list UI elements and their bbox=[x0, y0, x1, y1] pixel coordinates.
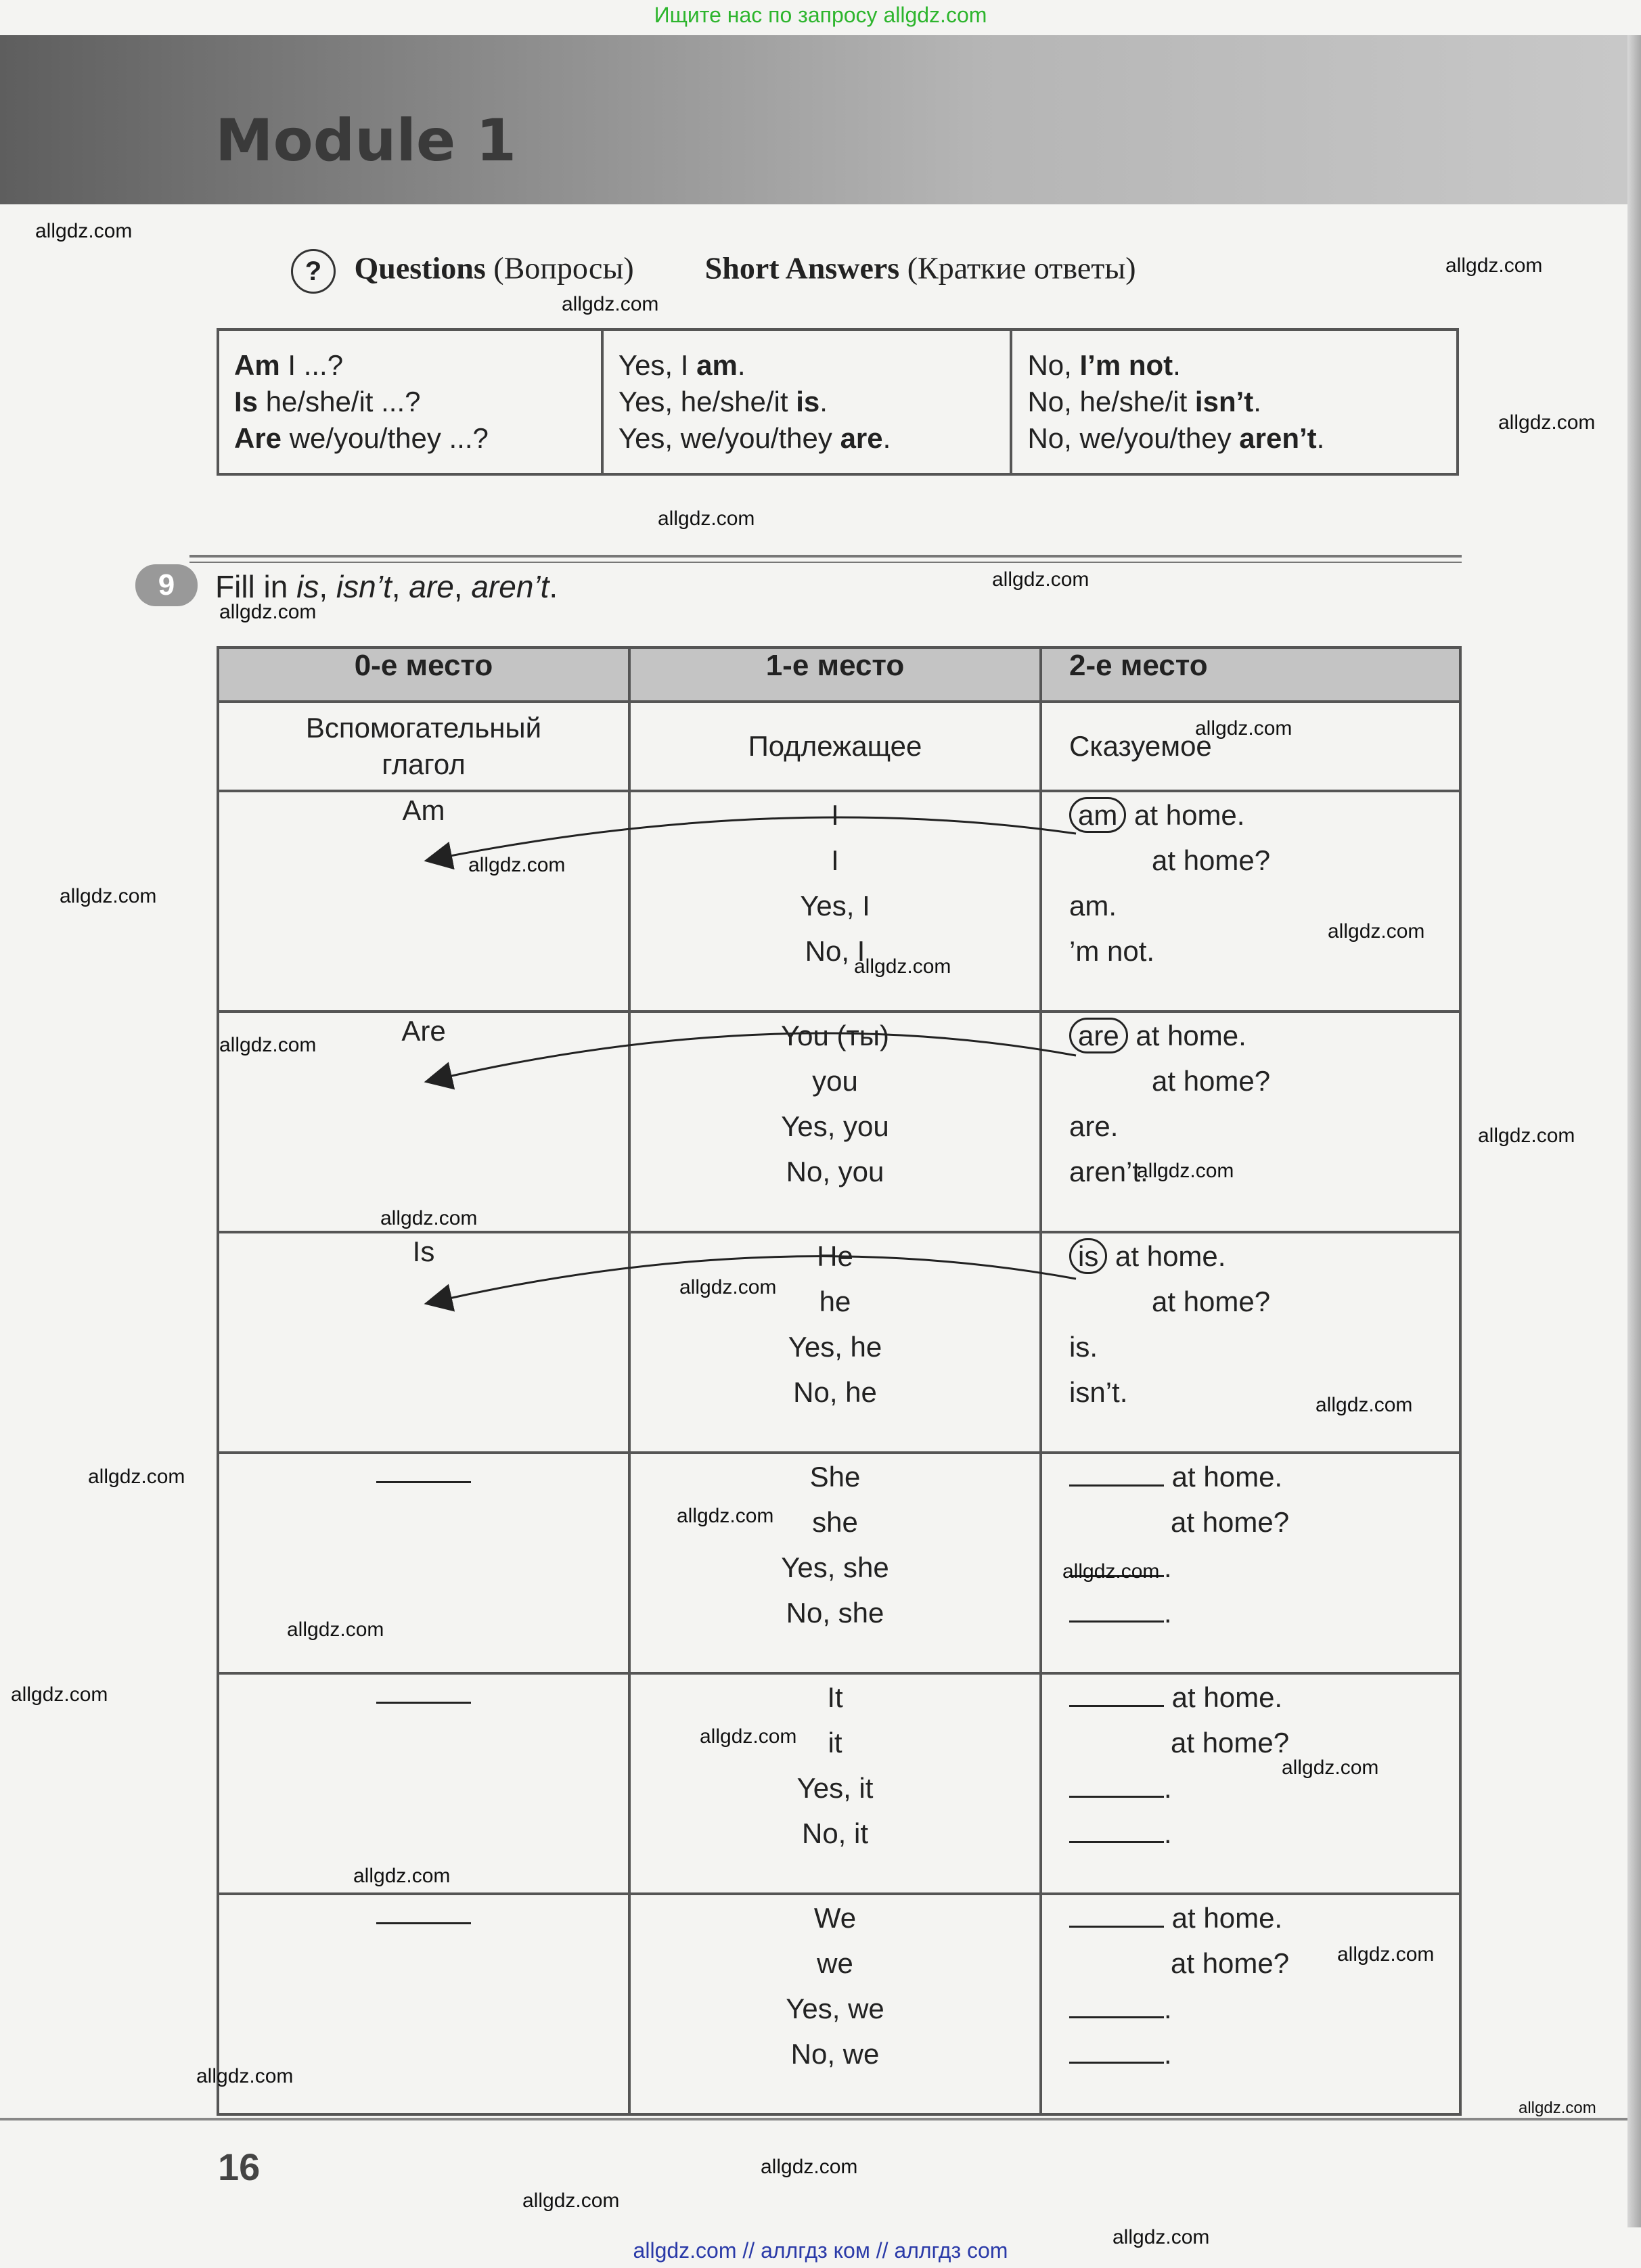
subheader-subject: Подлежащее bbox=[629, 702, 1041, 791]
predicate-blank[interactable] bbox=[1069, 1899, 1164, 1928]
separator-line bbox=[189, 555, 1462, 558]
watermark: allgdz.com bbox=[562, 293, 659, 315]
questions-label: Questions bbox=[354, 250, 486, 286]
short-answers-ru: (Краткие ответы) bbox=[907, 250, 1136, 286]
predicate-cell: are at home. at home? are. aren’t. bbox=[1041, 1012, 1460, 1232]
watermark: allgdz.com bbox=[1498, 411, 1596, 434]
header-zero: 0-е место bbox=[218, 648, 629, 702]
watermark: allgdz.com bbox=[1337, 1943, 1435, 1966]
short-answer-blank[interactable] bbox=[1069, 2035, 1164, 2064]
qa-col-yes bbox=[602, 330, 1012, 474]
grid-row bbox=[218, 1453, 1460, 1673]
short-answer-blank[interactable] bbox=[1069, 1593, 1164, 1623]
grid-row bbox=[218, 1673, 1460, 1894]
aux-blank[interactable] bbox=[376, 1675, 471, 1704]
page-number: 16 bbox=[218, 2146, 261, 2188]
grid-row bbox=[218, 791, 1460, 1012]
qa-q-am: Am I ...? bbox=[234, 349, 344, 381]
watermark: allgdz.com bbox=[1062, 1560, 1160, 1583]
watermark: allgdz.com bbox=[1137, 1160, 1234, 1182]
watermark: allgdz.com bbox=[1445, 254, 1543, 277]
grid-row bbox=[218, 1232, 1460, 1453]
watermark: allgdz.com bbox=[992, 568, 1089, 591]
subheader-predicate: Сказуемое bbox=[1041, 702, 1460, 791]
aux-blank[interactable] bbox=[376, 1895, 471, 1924]
header-one: 1-е место bbox=[629, 648, 1041, 702]
qa-q-is: Is he/she/it ...? bbox=[234, 386, 421, 417]
module-title: Module 1 bbox=[215, 107, 517, 175]
watermark: allgdz.com bbox=[1282, 1756, 1379, 1779]
watermark: allgdz.com bbox=[761, 2156, 858, 2178]
top-banner[interactable]: Ищите нас по запросу allgdz.com bbox=[654, 3, 987, 27]
qa-yes-is: Yes, he/she/it is. bbox=[618, 386, 828, 417]
watermark: allgdz.com bbox=[287, 1618, 384, 1641]
predicate-cell: am at home. at home? am. ’m not. bbox=[1041, 791, 1460, 1012]
aux-cell: Am bbox=[218, 791, 629, 1012]
watermark: allgdz.com bbox=[196, 2065, 294, 2087]
page-edge-shadow bbox=[1627, 35, 1641, 2227]
qa-q-are: Are we/you/they ...? bbox=[234, 422, 489, 454]
qa-table bbox=[217, 328, 1459, 476]
short-answer-blank[interactable] bbox=[1069, 1814, 1164, 1843]
grid-row bbox=[218, 1012, 1460, 1232]
subject-cell: He he Yes, he No, he bbox=[629, 1232, 1041, 1453]
watermark: allgdz.com bbox=[854, 955, 951, 978]
exercise-grid bbox=[217, 646, 1462, 2116]
watermark: allgdz.com bbox=[219, 1034, 317, 1056]
watermark: allgdz.com bbox=[35, 220, 133, 242]
watermark: allgdz.com bbox=[679, 1276, 777, 1298]
qa-col-questions bbox=[218, 330, 602, 474]
watermark: allgdz.com bbox=[1316, 1394, 1413, 1416]
predicate-cell: at home. at home? . . bbox=[1041, 1894, 1460, 2114]
subject-cell: She she Yes, she No, she bbox=[629, 1453, 1041, 1673]
qa-no-is: No, he/she/it isn’t. bbox=[1027, 386, 1261, 417]
watermark: allgdz.com bbox=[1478, 1125, 1575, 1147]
qa-heading bbox=[291, 249, 1136, 294]
watermark: allgdz.com bbox=[677, 1505, 774, 1527]
watermark: allgdz.com bbox=[1519, 2099, 1596, 2117]
watermark: allgdz.com bbox=[468, 854, 566, 876]
watermark: allgdz.com bbox=[60, 885, 157, 907]
qa-yes-am: Yes, I am. bbox=[618, 349, 746, 381]
question-icon: ? bbox=[291, 249, 336, 294]
watermark: allgdz.com bbox=[353, 1865, 451, 1887]
predicate-blank[interactable] bbox=[1069, 1678, 1164, 1707]
subject-cell: We we Yes, we No, we bbox=[629, 1894, 1041, 2114]
aux-blank[interactable] bbox=[376, 1454, 471, 1483]
grid-row bbox=[218, 1894, 1460, 2114]
watermark: allgdz.com bbox=[658, 507, 755, 530]
header-two: 2-е место bbox=[1041, 648, 1460, 702]
watermark: allgdz.com bbox=[700, 1725, 797, 1748]
exercise-number: 9 bbox=[135, 564, 198, 606]
watermark: allgdz.com bbox=[1328, 920, 1425, 943]
qa-yes-are: Yes, we/you/they are. bbox=[618, 422, 891, 454]
short-answers-label: Short Answers bbox=[704, 250, 900, 286]
watermark: allgdz.com bbox=[1195, 717, 1292, 740]
subheader-aux: Вспомогательный глагол bbox=[218, 702, 629, 791]
bottom-rule bbox=[0, 2118, 1627, 2120]
qa-no-are: No, we/you/they aren’t. bbox=[1027, 422, 1325, 454]
subject-cell: You (ты) you Yes, you No, you bbox=[629, 1012, 1041, 1232]
aux-cell: Are bbox=[218, 1012, 629, 1232]
qa-no-am: No, I’m not. bbox=[1027, 349, 1181, 381]
bottom-banner[interactable]: allgdz.com // аллгдз ком // аллгдз com bbox=[633, 2238, 1008, 2263]
short-answer-blank[interactable] bbox=[1069, 1769, 1164, 1798]
predicate-cell: at home. at home? . . bbox=[1041, 1673, 1460, 1894]
watermark: allgdz.com bbox=[380, 1207, 478, 1229]
watermark: allgdz.com bbox=[11, 1683, 108, 1706]
watermark: allgdz.com bbox=[1112, 2226, 1210, 2248]
short-answer-blank[interactable] bbox=[1069, 1989, 1164, 2018]
watermark: allgdz.com bbox=[522, 2190, 620, 2212]
questions-ru: (Вопросы) bbox=[493, 250, 634, 286]
exercise-instruction: Fill in is, isn’t, are, aren’t. bbox=[215, 569, 558, 604]
aux-cell: Is bbox=[218, 1232, 629, 1453]
watermark: allgdz.com bbox=[219, 601, 317, 623]
predicate-blank[interactable] bbox=[1069, 1457, 1164, 1487]
aux-cell bbox=[218, 1673, 629, 1894]
aux-cell bbox=[218, 1453, 629, 1673]
watermark: allgdz.com bbox=[88, 1466, 185, 1488]
separator-line-thin bbox=[189, 562, 1462, 563]
subject-cell: It it Yes, it No, it bbox=[629, 1673, 1041, 1894]
qa-col-no bbox=[1011, 330, 1458, 474]
predicate-cell: is at home. at home? is. isn’t. bbox=[1041, 1232, 1460, 1453]
predicate-cell: at home. at home? . . bbox=[1041, 1453, 1460, 1673]
subject-cell: I I Yes, I No, I bbox=[629, 791, 1041, 1012]
